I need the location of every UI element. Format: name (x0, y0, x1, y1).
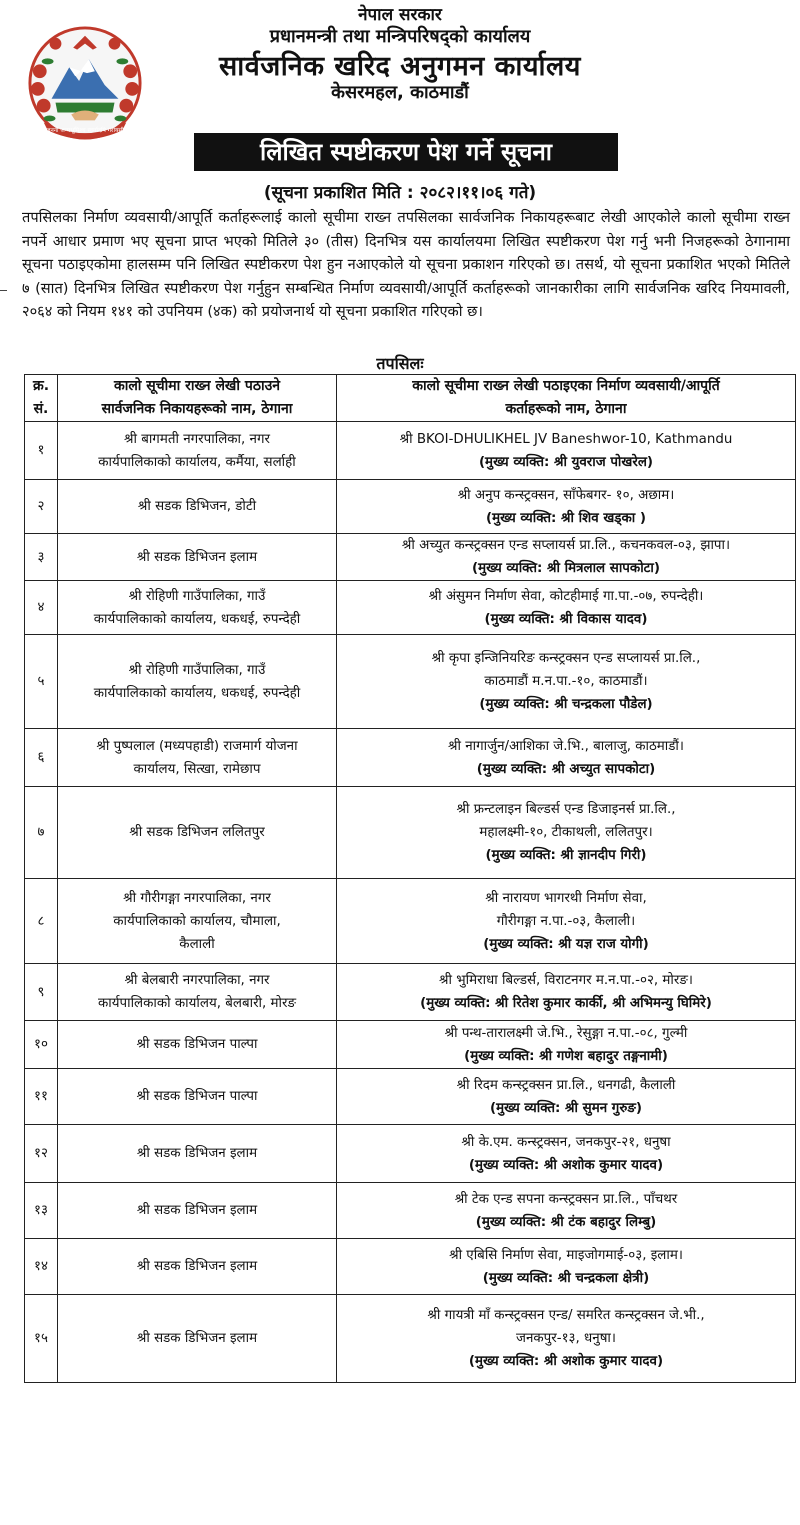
emblem-motto: जननी जन्मभूमिश्च स्वर्गादपि गरीयसी (46, 128, 124, 135)
organization-cell (58, 729, 337, 787)
contractor-cell (337, 581, 796, 635)
contractor-line: श्री कृपा इन्जिनियरिङ कन्स्ट्रक्सन एन्ड सप्लायर्स प्रा.लि., (431, 651, 701, 666)
margin-rule (0, 290, 7, 291)
header-contractor: कालो सूचीमा राख्न लेखी पठाइएका निर्माण व्यवसायी/आपूर्ति कर्ताहरूको नाम, ठेगाना (337, 375, 796, 422)
contractor-cell (337, 964, 796, 1021)
ministry-name: प्रधानमन्त्री तथा मन्त्रिपरिषद्को कार्यालय (269, 26, 531, 47)
contractor-cell (337, 1295, 796, 1383)
serial-number: १३ (25, 1183, 58, 1239)
table-row (25, 1295, 796, 1383)
table-row (25, 787, 796, 879)
serial-number: ८ (25, 879, 58, 964)
contractor-line: श्री नारायण भागरथी निर्माण सेवा, (485, 890, 647, 906)
key-person: (मुख्य व्यक्ति: श्री मित्रलाल सापकोटा) (471, 561, 660, 576)
contractor-cell (337, 1183, 796, 1239)
key-person: (मुख्य व्यक्ति: श्री अच्युत सापकोटा) (476, 761, 656, 777)
notice-body-text: तपसिलका निर्माण व्यवसायी/आपूर्ति कर्ताहरूलाई कालो सूचीमा राख्न तपसिलका सार्वजनिक निकायहरूबाट लेखी आएकोले कालो सूचीमा राख्न नपर्ने आधार प्रमाण भए सूचना प्राप्त भएको मितिले ३० (तीस) दिनभित्र यस कार्यालयमा लिखित स्पष्टीकरण पेश गर्नु भनी निजहरूको ठेगानामा सूचना पठाइएकोमा हालसम्म पनि लिखित स्पष्टीकरण पेश हुन नआएकोले यो सूचना प्रकाशन गरिएको छ। तसर्थ, यो सूचना प्रकाशित भएको मितिले ७ (सात) दिनभित्र लिखित स्पष्टीकरण पेश गर्नुहुन सम्बन्धित निर्माण व्यवसायी/आपूर्ति कर्ताहरूको जानकारीका लागि सार्वजनिक खरिद नियमावली, २०६४ को नियम १४१ को उपनियम (४क) को प्रयोजनार्थ यो सूचना प्रकाशित गरिएको छ। (22, 209, 790, 320)
serial-number: ११ (25, 1069, 58, 1125)
contractor-line: महालक्ष्मी-१०, टीकाथली, ललितपुर। (479, 825, 653, 840)
key-person: (मुख्य व्यक्ति: श्री अशोक कुमार यादव) (468, 1354, 664, 1369)
contractor-line: श्री के.एम. कन्स्ट्रक्सन, जनकपुर-२१, धनुषा (461, 1134, 671, 1150)
organization-line: श्री सडक डिभिजन इलाम (136, 1146, 258, 1161)
header-serial: क्र. सं. (25, 375, 58, 422)
contractor-cell (337, 635, 796, 729)
contractor-line: श्री टेक एन्ड सपना कन्स्ट्रक्सन प्रा.लि., पाँचथर (454, 1191, 678, 1207)
key-person: (मुख्य व्यक्ति: श्री चन्द्रकला क्षेत्री) (482, 1270, 650, 1286)
organization-line: श्री सडक डिभिजन ललितपुर (129, 825, 265, 840)
serial-number: ६ (25, 729, 58, 787)
table-row (25, 422, 796, 480)
table-row (25, 1239, 796, 1295)
organization-cell (58, 1125, 337, 1183)
organization-line: कार्यपालिकाको कार्यालय, धकधई, रुपन्देही (93, 685, 301, 701)
key-person: (मुख्य व्यक्ति: श्री युवराज पोखरेल) (478, 454, 654, 470)
organization-line: श्री सडक डिभिजन पाल्पा (136, 1037, 258, 1052)
table-row (25, 729, 796, 787)
organization-line: कार्यपालिकाको कार्यालय, बेलबारी, मोरङ (97, 996, 297, 1011)
key-person: (मुख्य व्यक्ति: श्री रितेश कुमार कार्की, श्री अभिमन्यु घिमिरे) (420, 996, 712, 1011)
organization-cell (58, 1021, 337, 1069)
contractor-cell (337, 480, 796, 534)
table-row (25, 480, 796, 534)
serial-number: १ (25, 422, 58, 480)
contractor-line: श्री एबिसि निर्माण सेवा, माइजोगमाई-०३, इलाम। (449, 1247, 683, 1263)
organization-cell (58, 1239, 337, 1295)
organization-cell (58, 1295, 337, 1383)
table-body (25, 422, 796, 1383)
contractor-line: श्री गायत्री माँ कन्स्ट्रक्सन एन्ड/ समरित कन्स्ट्रक्सन जे.भी., (427, 1308, 705, 1323)
government-name: नेपाल सरकार (358, 5, 442, 25)
key-person: (मुख्य व्यक्ति: श्री यज्ञ राज योगी) (483, 936, 649, 952)
contractor-line: काठमाडौं म.न.पा.-१०, काठमाडौं। (484, 674, 648, 689)
organization-line: श्री पुष्पलाल (मध्यपहाडी) राजमार्ग योजना (96, 738, 298, 754)
blacklist-table (24, 374, 796, 1383)
key-person: (मुख्य व्यक्ति: श्री चन्द्रकला पौडेल) (479, 697, 653, 712)
organization-line: कार्यपालिकाको कार्यालय, धकधई, रुपन्देही (93, 611, 301, 627)
contractor-line: जनकपुर-१३, धनुषा। (516, 1331, 616, 1346)
contractor-line: श्री अच्युत कन्स्ट्रक्सन एन्ड सप्लायर्स प्रा.लि., कचनकवल-०३, झापा। (401, 538, 731, 553)
organization-line: श्री सडक डिभिजन इलाम (136, 549, 258, 565)
contractor-cell (337, 1125, 796, 1183)
contractor-line: गौरीगङ्गा न.पा.-०३, कैलाली। (496, 913, 636, 929)
serial-number: १२ (25, 1125, 58, 1183)
contractor-line: श्री फ्रन्टलाइन बिल्डर्स एन्ड डिजाइनर्स प्रा.लि., (456, 802, 676, 817)
organization-line: श्री सडक डिभिजन, डोटी (137, 499, 257, 514)
organization-cell (58, 787, 337, 879)
contractor-line: श्री अनुप कन्स्ट्रक्सन, साँफेबगर- १०, अछाम। (457, 487, 675, 503)
notice-title-banner: लिखित स्पष्टीकरण पेश गर्ने सूचना (194, 133, 618, 171)
contractor-cell (337, 879, 796, 964)
organization-line: कैलाली (179, 936, 215, 952)
table-row (25, 1125, 796, 1183)
organization-cell (58, 480, 337, 534)
table-row (25, 1183, 796, 1239)
organization-cell (58, 964, 337, 1021)
organization-line: कार्यालय, सित्खा, रामेछाप (133, 761, 261, 777)
key-person: (मुख्य व्यक्ति: श्री शिव खड्का ) (486, 510, 646, 526)
organization-line: कार्यपालिकाको कार्यालय, चौमाला, (113, 913, 281, 929)
organization-cell (58, 1183, 337, 1239)
organization-cell (58, 422, 337, 480)
schedule-label: तपसिलः (376, 354, 424, 373)
contractor-line: श्री पन्थ-तारालक्ष्मी जे.भि., रेसुङ्गा न.पा.-०८, गुल्मी (444, 1025, 688, 1041)
table-row (25, 1069, 796, 1125)
serial-number: २ (25, 480, 58, 534)
key-person: (मुख्य व्यक्ति: श्री सुमन गुरुङ) (490, 1100, 642, 1116)
table-row (25, 879, 796, 964)
serial-number: ७ (25, 787, 58, 879)
organization-line: श्री सडक डिभिजन पाल्पा (136, 1089, 258, 1104)
contractor-cell (337, 1069, 796, 1125)
organization-cell (58, 534, 337, 581)
serial-number: १४ (25, 1239, 58, 1295)
contractor-cell (337, 534, 796, 581)
key-person: (मुख्य व्यक्ति: श्री अशोक कुमार यादव) (468, 1157, 664, 1173)
table-row (25, 1021, 796, 1069)
organization-line: श्री रोहिणी गाउँपालिका, गाउँ (128, 662, 266, 678)
published-date: (सूचना प्रकाशित मिति : २०८२।११।०६ गते) (263, 183, 537, 203)
header-organization: कालो सूचीमा राख्न लेखी पठाउने सार्वजनिक निकायहरूको नाम, ठेगाना (58, 375, 337, 422)
organization-line: कार्यपालिकाको कार्यालय, कर्मैया, सर्लाही (98, 454, 296, 470)
contractor-cell (337, 787, 796, 879)
office-address: केसरमहल, काठमाडौं (331, 82, 469, 103)
contractor-cell (337, 1239, 796, 1295)
key-person: (मुख्य व्यक्ति: श्री टंक बहादुर लिम्बु) (475, 1214, 657, 1230)
organization-line: श्री गौरीगङ्गा नगरपालिका, नगर (123, 890, 271, 906)
contractor-line: श्री BKOI-DHULIKHEL JV Baneshwor-10, Kathmandu (399, 431, 733, 447)
contractor-line: श्री अंसुमन निर्माण सेवा, कोटहीमाई गा.पा.-०७, रुपन्देही। (428, 588, 704, 604)
organization-line: श्री रोहिणी गाउँपालिका, गाउँ (128, 588, 266, 604)
contractor-cell (337, 1021, 796, 1069)
organization-cell (58, 879, 337, 964)
table-row (25, 964, 796, 1021)
organization-line: श्री बागमती नगरपालिका, नगर (123, 431, 270, 447)
contractor-line: श्री भुमिराधा बिल्डर्स, विराटनगर म.न.पा.-०२, मोरङ। (439, 973, 693, 988)
serial-number: ३ (25, 534, 58, 581)
organization-cell (58, 1069, 337, 1125)
organization-line: श्री बेलबारी नगरपालिका, नगर (124, 973, 270, 988)
table-row (25, 534, 796, 581)
organization-cell (58, 635, 337, 729)
organization-line: श्री सडक डिभिजन इलाम (136, 1331, 258, 1346)
organization-cell (58, 581, 337, 635)
key-person: (मुख्य व्यक्ति: श्री ज्ञानदीप गिरी) (485, 848, 647, 863)
contractor-line: श्री रिदम कन्स्ट्रक्सन प्रा.लि., धनगढी, कैलाली (456, 1077, 676, 1093)
table-row (25, 581, 796, 635)
contractor-cell (337, 729, 796, 787)
table-row (25, 635, 796, 729)
key-person: (मुख्य व्यक्ति: श्री गणेश बहादुर तङ्गनामी) (464, 1048, 668, 1064)
serial-number: १५ (25, 1295, 58, 1383)
organization-line: श्री सडक डिभिजन इलाम (136, 1259, 258, 1274)
table-header-row (25, 375, 796, 422)
organization-line: श्री सडक डिभिजन इलाम (136, 1203, 258, 1218)
serial-number: १० (25, 1021, 58, 1069)
office-name: सार्वजनिक खरिद अनुगमन कार्यालय (219, 51, 581, 82)
serial-number: ९ (25, 964, 58, 1021)
serial-number: ५ (25, 635, 58, 729)
contractor-cell (337, 422, 796, 480)
key-person: (मुख्य व्यक्ति: श्री विकास यादव) (484, 611, 648, 627)
contractor-line: श्री नागार्जुन/आशिका जे.भि., बालाजु, काठमाडौं। (448, 738, 684, 754)
serial-number: ४ (25, 581, 58, 635)
